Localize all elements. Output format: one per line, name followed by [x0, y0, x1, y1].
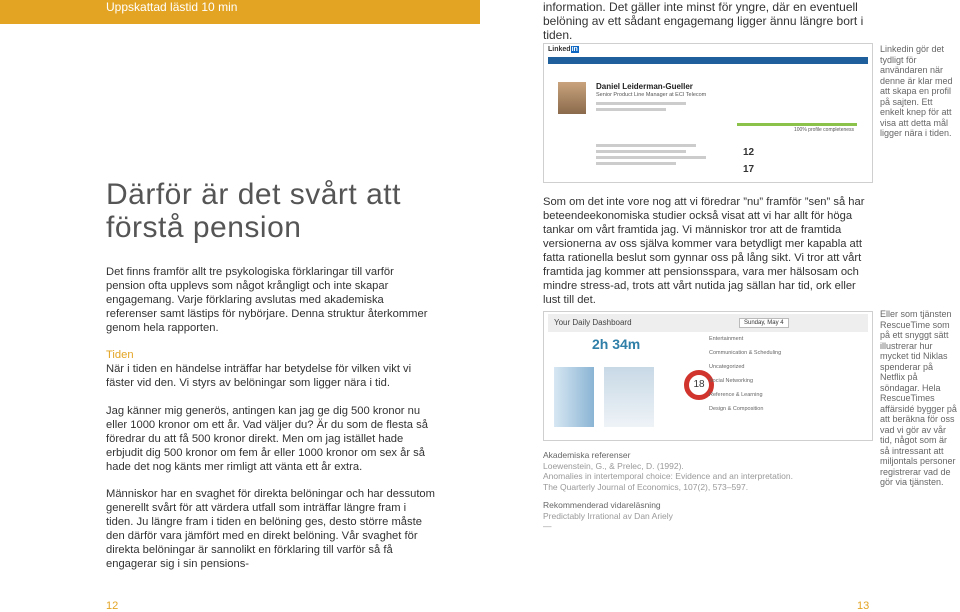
date-selector: Sunday, May 4	[739, 318, 789, 328]
page-number-right: 13	[857, 600, 870, 612]
references-heading: Akademiska referenser	[543, 450, 631, 460]
left-paragraph-1: Det finns framför allt tre psykologiska förklaringar till varför pension ofta upplevs som något krångligt och inte skapar engagemang. Varje förklaring avslutas med akademiska referenser samt lästips för nybörjare. Denna struktur återkommer genom hela rapporten.	[106, 266, 428, 334]
intro-tail-text: information. Det gäller inte minst för yngre, där en eventuell belöning av ett sådant engagemang ligger ännu längre bort i tiden.	[543, 0, 864, 42]
references-block	[543, 450, 803, 532]
left-paragraph-2: När i tiden en händelse inträffar har betydelse för vilken vikt vi fäster vid den. Vi styrs av belöningar som ligger nära i tid.	[106, 363, 412, 389]
profile-completeness-label: 100% profile completeness	[794, 127, 855, 133]
category-row: Entertainment	[709, 336, 744, 342]
reading-line: Predictably Irrational av Dan Ariely	[543, 510, 673, 521]
profile-line	[596, 144, 696, 147]
dashboard-title: Your Daily Dashboard	[548, 314, 868, 332]
activity-chart	[604, 367, 654, 427]
section-heading-tiden: Tiden	[106, 349, 134, 361]
profile-line	[596, 156, 706, 159]
category-row: Communication & Scheduling	[709, 350, 782, 356]
profile-line	[596, 162, 676, 165]
profile-completeness-bar	[737, 123, 857, 126]
category-row: Design & Composition	[709, 406, 764, 412]
rescuetime-screenshot	[543, 311, 873, 441]
productivity-score: 18	[684, 370, 714, 400]
profile-photo	[558, 82, 586, 114]
profile-views-count: 12	[743, 147, 755, 158]
profile-subtitle: Senior Product Line Manager at ECI Telecom	[596, 92, 707, 98]
category-row: Reference & Learning	[709, 392, 763, 398]
linkedin-nav-bar	[548, 57, 868, 64]
profile-line	[596, 102, 686, 105]
dash: —	[543, 521, 552, 531]
page-title: Därför är det svårt att förstå pension	[106, 178, 401, 244]
reference-line: The Quarterly Journal of Economics, 107(2), 573–597.	[543, 481, 749, 492]
linkedin-logo: Linkedin	[548, 46, 578, 53]
total-time: 2h 34m	[592, 336, 641, 352]
time-chart	[554, 367, 594, 427]
left-paragraph-3: Jag känner mig generös, antingen kan jag ge dig 500 kronor nu eller 1000 kronor om ett år. Vad väljer du? Är du som de flesta så föredrar du att få 500 kronor direkt. Men om jag istället hade erbjudit dig 500 kronor om fem år eller 1000 kronor om sex år så hade det nog känts mer rimligt att vänta ett år extra.	[106, 405, 428, 473]
page-number-left: 12	[106, 600, 119, 612]
reference-line: Loewenstein, G., & Prelec, D. (1992).	[543, 460, 684, 471]
profile-line	[596, 150, 686, 153]
right-paragraph-1: Som om det inte vore nog att vi föredrar ”nu” framför ”sen” så har beteendeekonomiska studier också visat att vi har allt för höga tankar om vårt framtida jag. Vi människor tror att de framtida versionerna av oss själva kommer vara betydligt mer kapabla att fatta rationella beslut som gynnar oss på lång sikt. Vi tror att vårt framtida jag kommer att pensionsspara, vara mer hälsosam och mindre stress-ad, trots att vårt nutida jag sällan har tid, ork eller lust till det.	[543, 196, 865, 306]
reading-time-bar	[0, 0, 480, 24]
reading-heading: Rekommenderad vidareläsning	[543, 500, 661, 510]
rescuetime-sidenote: Eller som tjänsten RescueTime som på ett snyggt sätt illustrerar hur mycket tid Niklas spenderar på Netflix på söndagar. Hela RescueTimes affärsidé bygger på att beräkna för oss vad vi gör av vår tid, något som är så intressant att miljontals personer registrerar vad de gör via tjänsten.	[880, 309, 957, 487]
profile-name: Daniel Leiderman-Gueller	[596, 82, 693, 91]
category-row: Social Networking	[709, 378, 754, 384]
reading-time: Uppskattad lästid 10 min	[106, 0, 238, 14]
linkedin-sidenote: Linkedin gör det tydligt för användaren när denne är klar med att skapa en profil på sajten. Ett enkelt knep för att visa att detta mål ligger nära i tiden.	[880, 44, 953, 138]
reference-line: Anomalies in intertemporal choice: Evidence and an interpretation.	[543, 471, 793, 481]
profile-line	[596, 108, 666, 111]
category-row: Uncategorized	[709, 364, 745, 370]
left-paragraph-4: Människor har en svaghet för direkta belöningar och har dessutom generellt svårt för att värdera utfall som inträffar längre fram i tiden. Ju längre fram i tiden en belöning ges, desto större måste den därför vara jämfört med en direkt belöning. Vår svaghet för direkta belöningar är sannolikt en förklaring till varför så få engagerar sig i sin pensions-	[106, 488, 435, 570]
linkedin-screenshot	[543, 43, 873, 183]
search-appearances-count: 17	[743, 164, 755, 175]
